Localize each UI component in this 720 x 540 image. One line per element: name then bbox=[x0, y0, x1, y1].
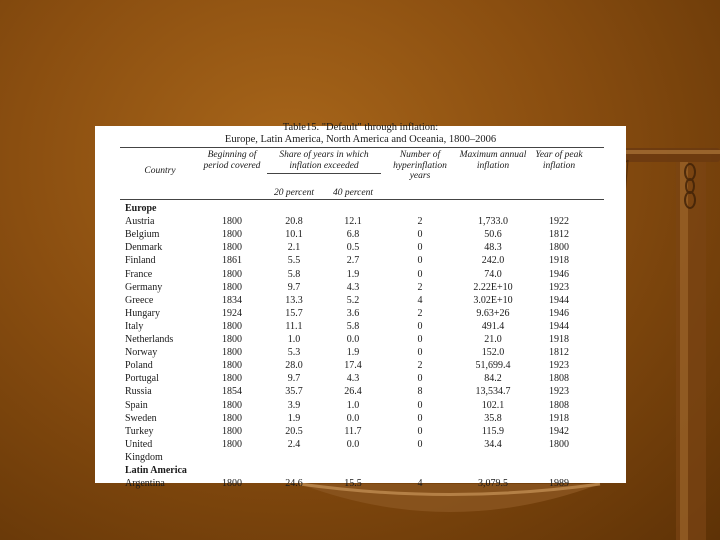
cell-p20: 15.7 bbox=[285, 307, 303, 319]
cell-country: France bbox=[125, 268, 153, 280]
cell-begin: 1800 bbox=[222, 281, 242, 293]
cell-begin: 1834 bbox=[222, 294, 242, 306]
cell-p40: 0.0 bbox=[346, 438, 360, 450]
cell-p20: 24.6 bbox=[285, 478, 303, 490]
cell-peak: 1808 bbox=[549, 373, 569, 385]
cell-p40: 2.7 bbox=[346, 255, 360, 267]
cell-max: 21.0 bbox=[484, 334, 502, 345]
cell-country: Netherlands bbox=[125, 334, 174, 345]
scale-beam bbox=[620, 148, 720, 162]
cell-p40: 5.8 bbox=[346, 320, 360, 332]
cell-hyper: 8 bbox=[417, 386, 423, 398]
cell-max: 1,733.0 bbox=[478, 216, 508, 228]
cell-country: Italy bbox=[125, 320, 144, 332]
cell-peak: 1923 bbox=[549, 386, 569, 398]
header-country: Country bbox=[144, 166, 176, 176]
cell-peak: 1808 bbox=[549, 399, 569, 411]
cell-p20: 9.7 bbox=[287, 373, 301, 385]
cell-country: Belgium bbox=[125, 229, 160, 241]
cell-max: 9.63+26 bbox=[476, 307, 510, 319]
cell-p40: 1.9 bbox=[346, 347, 360, 359]
cell-country: Kingdom bbox=[125, 451, 163, 463]
header-beginning: Beginning of period covered bbox=[203, 150, 261, 171]
cell-peak: 1812 bbox=[549, 347, 569, 359]
cell-country: Finland bbox=[125, 255, 156, 267]
cell-max: 115.9 bbox=[481, 425, 505, 437]
cell-peak: 1942 bbox=[549, 425, 569, 437]
cell-p40: 0.0 bbox=[346, 412, 360, 424]
cell-p40: 15.5 bbox=[344, 478, 362, 490]
cell-country: Turkey bbox=[125, 425, 154, 437]
table-row bbox=[95, 307, 626, 320]
cell-begin: 1800 bbox=[222, 412, 242, 424]
cell-hyper: 0 bbox=[417, 425, 423, 437]
cell-p20: 35.7 bbox=[285, 386, 303, 398]
cell-begin: 1800 bbox=[222, 438, 242, 450]
cell-begin: 1800 bbox=[222, 399, 242, 411]
cell-hyper: 0 bbox=[417, 438, 423, 450]
cell-max: 13,534.7 bbox=[475, 386, 511, 398]
cell-max: 48.3 bbox=[484, 242, 502, 254]
table-row bbox=[95, 228, 626, 241]
cell-hyper: 4 bbox=[417, 294, 423, 306]
cell-begin: 1800 bbox=[222, 373, 242, 385]
cell-hyper: 2 bbox=[417, 281, 423, 293]
cell-p20: 5.8 bbox=[287, 268, 301, 280]
cell-p20: 3.9 bbox=[287, 399, 301, 411]
cell-begin: 1861 bbox=[222, 255, 242, 267]
cell-hyper: 0 bbox=[417, 229, 423, 241]
cell-p40: 3.6 bbox=[346, 307, 360, 319]
cell-hyper: 2 bbox=[417, 360, 423, 372]
cell-hyper: 2 bbox=[417, 307, 423, 319]
table-row bbox=[95, 359, 626, 372]
cell-p40: 4.3 bbox=[346, 281, 360, 293]
cell-peak: 1946 bbox=[549, 268, 569, 280]
cell-hyper: 0 bbox=[417, 255, 423, 267]
cell-max: 491.4 bbox=[481, 320, 505, 332]
cell-p20: 20.5 bbox=[285, 425, 303, 437]
header-peak-year: Year of peak inflation bbox=[535, 150, 583, 171]
table-title-line-2: Europe, Latin America, North America and Oceania, 1800–2006 bbox=[224, 134, 497, 145]
cell-begin: 1800 bbox=[222, 478, 242, 490]
cell-country: Austria bbox=[125, 216, 155, 228]
cell-hyper: 0 bbox=[417, 242, 423, 254]
cell-peak: 1812 bbox=[549, 229, 569, 241]
cell-p20: 10.1 bbox=[285, 229, 303, 241]
header-share-20: 20 percent bbox=[273, 188, 314, 198]
cell-peak: 1989 bbox=[549, 478, 569, 490]
cell-hyper: 0 bbox=[417, 399, 423, 411]
cell-peak: 1800 bbox=[549, 438, 569, 450]
table-row bbox=[95, 399, 626, 412]
cell-begin: 1800 bbox=[222, 229, 242, 241]
cell-begin: 1800 bbox=[222, 268, 242, 280]
cell-peak: 1800 bbox=[549, 242, 569, 254]
header-max-inflation: Maximum annual inflation bbox=[459, 150, 527, 171]
cell-peak: 1923 bbox=[549, 360, 569, 372]
cell-p40: 6.8 bbox=[346, 229, 360, 241]
cell-max: 102.1 bbox=[481, 399, 505, 411]
table-row bbox=[95, 425, 626, 438]
table-row bbox=[95, 294, 626, 307]
cell-country: United bbox=[125, 438, 153, 450]
cell-country: Norway bbox=[125, 347, 158, 359]
header-hyperinflation: Number of hyperinflation years bbox=[393, 150, 447, 181]
table-row bbox=[95, 215, 626, 228]
cell-p20: 5.5 bbox=[287, 255, 301, 267]
cell-peak: 1918 bbox=[549, 255, 569, 267]
table-row bbox=[95, 477, 626, 490]
cell-peak: 1918 bbox=[549, 334, 569, 345]
table-row bbox=[95, 372, 626, 385]
cell-hyper: 0 bbox=[417, 412, 423, 424]
cell-peak: 1918 bbox=[549, 412, 569, 424]
cell-p20: 20.8 bbox=[285, 216, 303, 228]
header-share-40: 40 percent bbox=[332, 188, 373, 198]
cell-max: 3,079.5 bbox=[478, 478, 508, 490]
cell-begin: 1800 bbox=[222, 242, 242, 254]
cell-max: 51,699.4 bbox=[475, 360, 511, 372]
table-row bbox=[95, 333, 626, 346]
cell-p40: 0.5 bbox=[346, 242, 360, 254]
cell-p40: 4.3 bbox=[346, 373, 360, 385]
table-row bbox=[95, 346, 626, 359]
table-row bbox=[95, 412, 626, 425]
cell-hyper: 0 bbox=[417, 347, 423, 359]
header-share-rule bbox=[267, 173, 381, 174]
cell-begin: 1800 bbox=[222, 360, 242, 372]
cell-country: Hungary bbox=[125, 307, 160, 319]
cell-p20: 2.4 bbox=[287, 438, 301, 450]
cell-begin: 1924 bbox=[222, 307, 242, 319]
header-bottom-rule bbox=[120, 199, 604, 200]
cell-peak: 1944 bbox=[549, 320, 569, 332]
table-row bbox=[95, 268, 626, 281]
cell-hyper: 0 bbox=[417, 320, 423, 332]
cell-p20: 1.9 bbox=[287, 412, 301, 424]
cell-begin: 1800 bbox=[222, 320, 242, 332]
scale-pillar bbox=[676, 162, 706, 540]
header-share: Share of years in which inflation exceeded bbox=[279, 150, 369, 171]
cell-p40: 5.2 bbox=[346, 294, 360, 306]
cell-begin: 1854 bbox=[222, 386, 242, 398]
table-row bbox=[95, 281, 626, 294]
section-header-row bbox=[95, 202, 626, 215]
cell-hyper: 0 bbox=[417, 373, 423, 385]
cell-p20: 1.0 bbox=[287, 334, 301, 345]
inflation-table-image bbox=[95, 122, 626, 490]
cell-country: Sweden bbox=[125, 412, 157, 424]
cell-max: 242.0 bbox=[481, 255, 505, 267]
cell-country: Germany bbox=[125, 281, 163, 293]
cell-max: 35.8 bbox=[484, 412, 502, 424]
cell-country: Greece bbox=[125, 294, 154, 306]
cell-p40: 26.4 bbox=[344, 386, 362, 398]
cell-max: 74.0 bbox=[484, 268, 502, 280]
cell-p40: 1.0 bbox=[346, 399, 360, 411]
table-row bbox=[95, 241, 626, 254]
cell-max: 2.22E+10 bbox=[473, 281, 513, 293]
cell-begin: 1800 bbox=[222, 347, 242, 359]
table-row bbox=[95, 438, 626, 451]
cell-country: Europe bbox=[125, 203, 157, 214]
cell-peak: 1944 bbox=[549, 294, 569, 306]
cell-begin: 1800 bbox=[222, 425, 242, 437]
cell-hyper: 0 bbox=[417, 334, 423, 345]
cell-begin: 1800 bbox=[222, 216, 242, 228]
section-header-row bbox=[95, 464, 626, 477]
cell-p20: 9.7 bbox=[287, 281, 301, 293]
cell-p40: 0.0 bbox=[346, 334, 360, 345]
header-top-rule bbox=[120, 147, 604, 148]
cell-hyper: 4 bbox=[417, 478, 423, 490]
cell-country: Argentina bbox=[125, 478, 165, 490]
cell-p40: 12.1 bbox=[344, 216, 362, 228]
table-row bbox=[95, 451, 626, 464]
cell-max: 50.6 bbox=[484, 229, 502, 241]
cell-hyper: 2 bbox=[417, 216, 423, 228]
table-title-line-1: Table15. "Default" through inflation: bbox=[282, 122, 439, 133]
cell-p20: 28.0 bbox=[285, 360, 303, 372]
cell-max: 34.4 bbox=[484, 438, 502, 450]
cell-max: 3.02E+10 bbox=[473, 294, 513, 306]
cell-p20: 11.1 bbox=[285, 320, 303, 332]
cell-hyper: 0 bbox=[417, 268, 423, 280]
table-row bbox=[95, 254, 626, 267]
cell-p20: 13.3 bbox=[285, 294, 303, 306]
cell-max: 152.0 bbox=[481, 347, 505, 359]
cell-peak: 1922 bbox=[549, 216, 569, 228]
cell-begin: 1800 bbox=[222, 334, 242, 345]
cell-p40: 11.7 bbox=[344, 425, 362, 437]
cell-p40: 17.4 bbox=[344, 360, 362, 372]
cell-country: Poland bbox=[125, 360, 153, 372]
cell-p20: 5.3 bbox=[287, 347, 301, 359]
cell-peak: 1923 bbox=[549, 281, 569, 293]
table-row bbox=[95, 320, 626, 333]
cell-country: Spain bbox=[125, 399, 148, 411]
table-row bbox=[95, 385, 626, 398]
cell-country: Russia bbox=[125, 386, 152, 398]
cell-country: Portugal bbox=[125, 373, 159, 385]
cell-peak: 1946 bbox=[549, 307, 569, 319]
cell-country: Latin America bbox=[125, 465, 187, 476]
cell-p20: 2.1 bbox=[287, 242, 301, 254]
cell-country: Denmark bbox=[125, 242, 163, 254]
cell-max: 84.2 bbox=[484, 373, 502, 385]
cell-p40: 1.9 bbox=[346, 268, 360, 280]
